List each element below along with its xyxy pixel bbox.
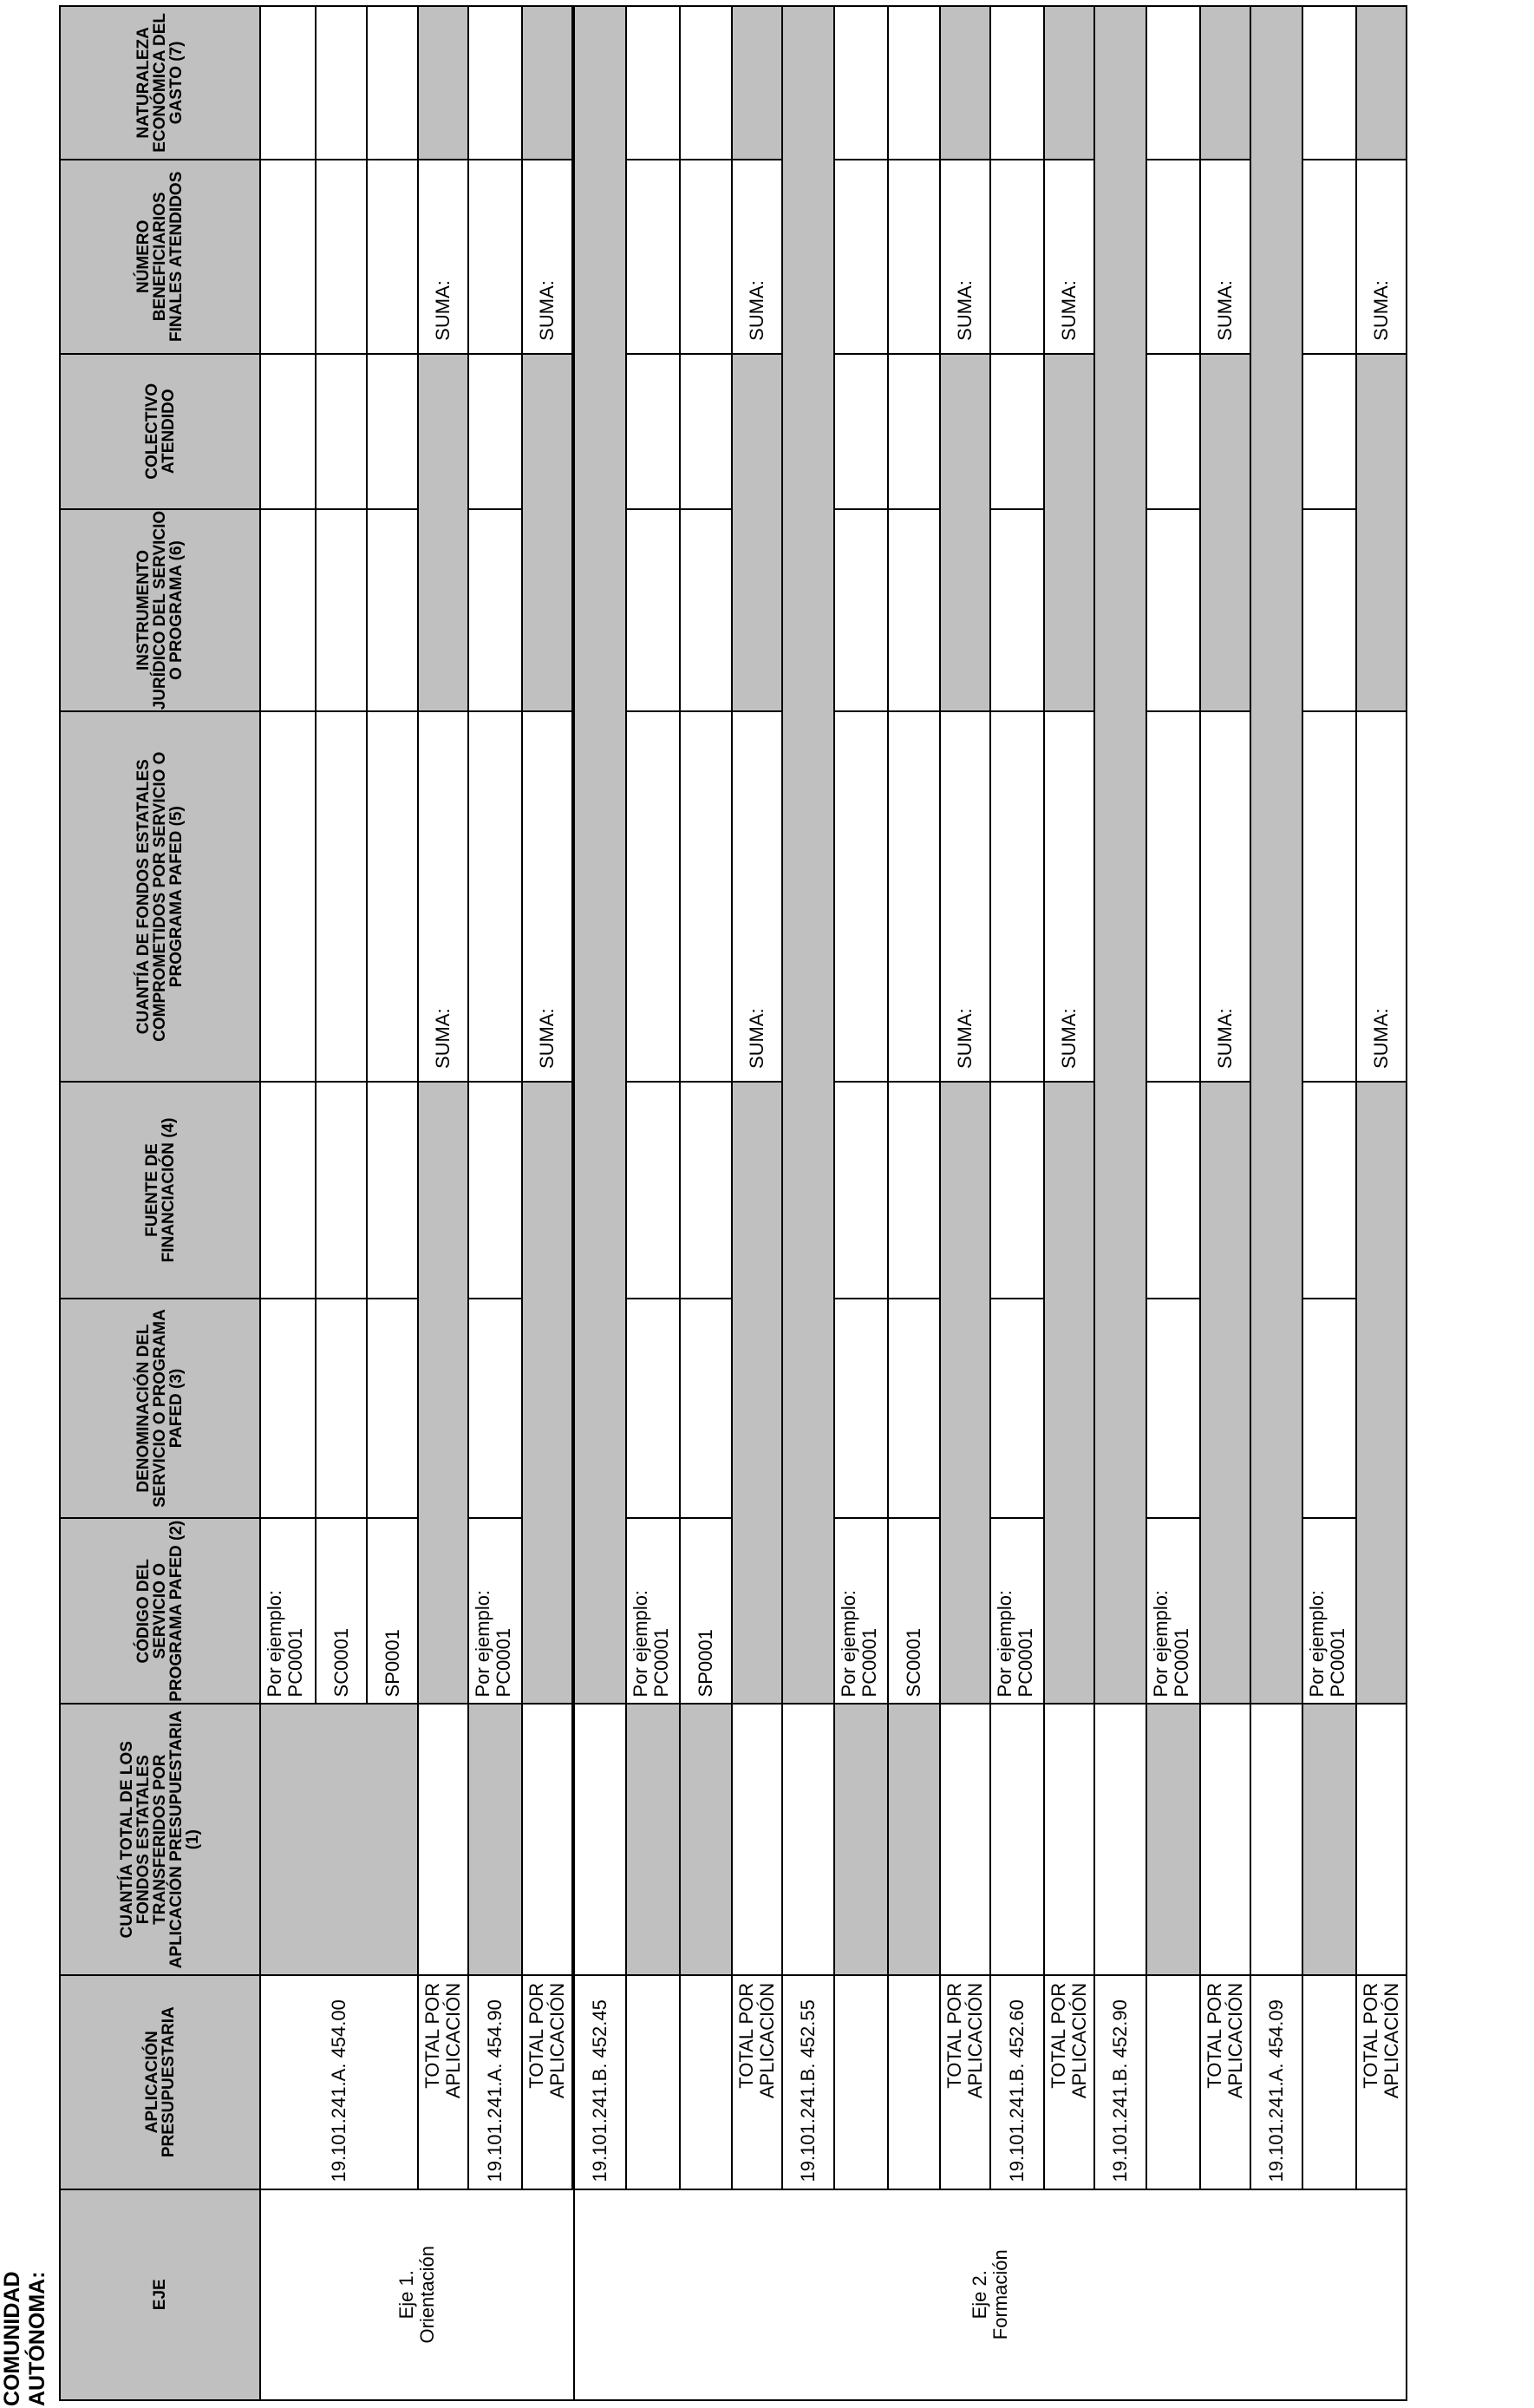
ejemplo-line2: PC0001 bbox=[1171, 1627, 1192, 1698]
table-row bbox=[990, 6, 1044, 2400]
colectivo-cell bbox=[626, 354, 680, 509]
denominacion-cell bbox=[834, 1299, 888, 1518]
suma-cell: SUMA: bbox=[522, 160, 572, 354]
aplicacion-cell: 19.101.241.B. 452.55 bbox=[782, 1975, 834, 2189]
total-row bbox=[1356, 6, 1407, 2400]
total-line1: TOTAL POR bbox=[943, 1982, 965, 2089]
ejemplo-line1: Por ejemplo: bbox=[1150, 1589, 1172, 1698]
table-row bbox=[626, 6, 680, 2400]
table-row bbox=[782, 6, 834, 2400]
total-line1: TOTAL POR bbox=[1204, 1982, 1225, 2089]
header-beneficiarios: NÚMERO BENEFICIARIOS FINALES ATENDIDOS bbox=[60, 160, 260, 354]
fuente-cell bbox=[990, 1082, 1044, 1299]
naturaleza-cell bbox=[367, 6, 418, 160]
cuantia-total-cell bbox=[940, 1704, 990, 1974]
cuantia-total-cell bbox=[1250, 1704, 1302, 1974]
eje-2-line2: Formación bbox=[989, 2249, 1011, 2340]
aplicacion-cell: 19.101.241.A. 454.90 bbox=[468, 1975, 522, 2189]
cuantia-fondos-cell bbox=[367, 711, 418, 1082]
fuente-cell bbox=[316, 1082, 367, 1299]
header-eje: EJE bbox=[60, 2189, 260, 2400]
colectivo-cell bbox=[888, 354, 940, 509]
shaded-cell bbox=[1200, 1082, 1250, 1704]
beneficiarios-cell bbox=[680, 160, 732, 354]
naturaleza-cell bbox=[1146, 6, 1200, 160]
ejemplo-line2: PC0001 bbox=[493, 1627, 514, 1698]
fuente-cell bbox=[626, 1082, 680, 1299]
colectivo-cell bbox=[260, 354, 316, 509]
cuantia-fondos-cell bbox=[260, 711, 316, 1082]
aplicacion-blank-cell bbox=[626, 1975, 680, 2189]
colectivo-cell bbox=[1146, 354, 1200, 509]
cuantia-total-cell bbox=[782, 1704, 834, 1974]
shaded-cell bbox=[522, 6, 572, 160]
cuantia-total-cell bbox=[834, 1704, 888, 1974]
shaded-cell bbox=[522, 1082, 572, 1704]
total-label-cell bbox=[1356, 1975, 1407, 2189]
suma-cell: SUMA: bbox=[1200, 160, 1250, 354]
cuantia-total-cell bbox=[1302, 1704, 1356, 1974]
naturaleza-cell bbox=[888, 6, 940, 160]
header-fuente: FUENTE DE FINANCIACIÓN (4) bbox=[60, 1082, 260, 1299]
suma-cell: SUMA: bbox=[732, 711, 782, 1082]
shaded-cell bbox=[940, 354, 990, 712]
total-line1: TOTAL POR bbox=[735, 1982, 757, 2089]
naturaleza-cell bbox=[990, 6, 1044, 160]
cuantia-fondos-cell bbox=[1302, 711, 1356, 1082]
total-line2: APLICACIÓN bbox=[546, 1982, 568, 2099]
denominacion-cell bbox=[316, 1299, 367, 1518]
aplicacion-blank-cell bbox=[834, 1975, 888, 2189]
cuantia-fondos-cell bbox=[316, 711, 367, 1082]
total-line1: TOTAL POR bbox=[1360, 1982, 1381, 2089]
table-row bbox=[468, 6, 522, 2400]
total-row bbox=[1200, 6, 1250, 2400]
suma-cell: SUMA: bbox=[940, 711, 990, 1082]
cuantia-total-cell bbox=[680, 1704, 732, 1974]
cuantia-total-cell bbox=[1356, 1704, 1407, 1974]
table-row bbox=[1094, 6, 1146, 2400]
eje-1-line1: Eje 1. bbox=[395, 2270, 417, 2320]
shaded-cell bbox=[418, 1082, 468, 1704]
total-row bbox=[732, 6, 782, 2400]
table-row bbox=[680, 6, 732, 2400]
total-line1: TOTAL POR bbox=[525, 1982, 547, 2089]
header-cuantia-fondos: CUANTÍA DE FONDOS ESTATALES COMPROMETIDOS POR SERVICIO O PROGRAMA PAFED (5) bbox=[60, 711, 260, 1082]
cuantia-fondos-cell bbox=[1146, 711, 1200, 1082]
fuente-cell bbox=[260, 1082, 316, 1299]
denominacion-cell bbox=[1146, 1299, 1200, 1518]
header-instrumento: INSTRUMENTO JURÍDICO DEL SERVICIO O PROGRAMA (6) bbox=[60, 509, 260, 712]
ejemplo-line2: PC0001 bbox=[650, 1627, 672, 1698]
suma-cell: SUMA: bbox=[1200, 711, 1250, 1082]
codigo-cell bbox=[260, 1518, 316, 1704]
instrumento-cell bbox=[626, 509, 680, 712]
shaded-cell bbox=[1356, 354, 1407, 712]
shaded-cell bbox=[940, 1082, 990, 1704]
denominacion-cell bbox=[367, 1299, 418, 1518]
colectivo-cell bbox=[834, 354, 888, 509]
total-line2: APLICACIÓN bbox=[1381, 1982, 1402, 2099]
denominacion-cell bbox=[468, 1299, 522, 1518]
codigo-cell bbox=[990, 1518, 1044, 1704]
total-label-cell bbox=[522, 1975, 572, 2189]
suma-cell: SUMA: bbox=[1356, 711, 1407, 1082]
table-row bbox=[834, 6, 888, 2400]
ejemplo-line1: Por ejemplo: bbox=[630, 1589, 651, 1698]
header-cuantia-total: CUANTÍA TOTAL DE LOS FONDOS ESTATALES TRANSFERIDOS POR APLICACIÓN PRESUPUESTARIA (1) bbox=[60, 1704, 260, 1974]
aplicacion-cell: 19.101.241.B. 452.90 bbox=[1094, 1975, 1146, 2189]
pafed-table bbox=[59, 5, 1407, 2401]
fuente-cell bbox=[834, 1082, 888, 1299]
naturaleza-cell bbox=[680, 6, 732, 160]
header-aplicacion: APLICACIÓN PRESUPUESTARIA bbox=[60, 1975, 260, 2189]
naturaleza-cell bbox=[468, 6, 522, 160]
table-row bbox=[888, 6, 940, 2400]
colectivo-cell bbox=[316, 354, 367, 509]
eje-2-cell bbox=[574, 2189, 1407, 2400]
beneficiarios-cell bbox=[990, 160, 1044, 354]
shaded-cell bbox=[732, 354, 782, 712]
instrumento-cell bbox=[990, 509, 1044, 712]
total-label-cell bbox=[1044, 1975, 1094, 2189]
codigo-cell: SC0001 bbox=[316, 1518, 367, 1704]
shaded-cell bbox=[732, 1082, 782, 1704]
suma-cell: SUMA: bbox=[418, 160, 468, 354]
shaded-cell bbox=[940, 6, 990, 160]
total-line1: TOTAL POR bbox=[421, 1982, 443, 2089]
table-row bbox=[260, 6, 316, 2400]
beneficiarios-cell bbox=[316, 160, 367, 354]
cuantia-total-cell bbox=[888, 1704, 940, 1974]
fuente-cell bbox=[1146, 1082, 1200, 1299]
ejemplo-line1: Por ejemplo: bbox=[264, 1589, 285, 1698]
shaded-cell bbox=[1356, 6, 1407, 160]
cuantia-total-cell bbox=[1146, 1704, 1200, 1974]
ejemplo-line1: Por ejemplo: bbox=[838, 1589, 859, 1698]
total-label-cell bbox=[418, 1975, 468, 2189]
colectivo-cell bbox=[367, 354, 418, 509]
aplicacion-cell: 19.101.241.A. 454.00 bbox=[260, 1975, 418, 2189]
beneficiarios-cell bbox=[834, 160, 888, 354]
ejemplo-line2: PC0001 bbox=[1015, 1627, 1036, 1698]
eje-1-cell bbox=[260, 2189, 574, 2400]
ejemplo-line1: Por ejemplo: bbox=[994, 1589, 1015, 1698]
fuente-cell bbox=[367, 1082, 418, 1299]
cuantia-total-cell bbox=[522, 1704, 572, 1974]
codigo-cell bbox=[468, 1518, 522, 1704]
cuantia-total-cell bbox=[626, 1704, 680, 1974]
total-row bbox=[1044, 6, 1094, 2400]
beneficiarios-cell bbox=[1302, 160, 1356, 354]
cuantia-total-cell bbox=[990, 1704, 1044, 1974]
suma-cell: SUMA: bbox=[1356, 160, 1407, 354]
codigo-cell: SP0001 bbox=[367, 1518, 418, 1704]
shaded-cell bbox=[1250, 6, 1302, 1704]
header-row bbox=[60, 6, 260, 2400]
shaded-cell bbox=[1044, 1082, 1094, 1704]
ejemplo-line2: PC0001 bbox=[284, 1627, 306, 1698]
colectivo-cell bbox=[680, 354, 732, 509]
denominacion-cell bbox=[680, 1299, 732, 1518]
codigo-cell: SP0001 bbox=[680, 1518, 732, 1704]
suma-cell: SUMA: bbox=[940, 160, 990, 354]
eje-1-line2: Orientación bbox=[416, 2246, 438, 2344]
cuantia-fondos-cell bbox=[626, 711, 680, 1082]
suma-cell: SUMA: bbox=[1044, 160, 1094, 354]
shaded-cell bbox=[574, 6, 626, 1704]
denominacion-cell bbox=[990, 1299, 1044, 1518]
ejemplo-line1: Por ejemplo: bbox=[1306, 1589, 1328, 1698]
total-line1: TOTAL POR bbox=[1048, 1982, 1069, 2089]
total-label-cell bbox=[1200, 1975, 1250, 2189]
aplicacion-cell: 19.101.241.B. 452.45 bbox=[574, 1975, 626, 2189]
fuente-cell bbox=[888, 1082, 940, 1299]
shaded-cell bbox=[782, 6, 834, 1704]
total-line2: APLICACIÓN bbox=[1224, 1982, 1246, 2099]
table-row bbox=[1250, 6, 1302, 2400]
cuantia-total-cell bbox=[468, 1704, 522, 1974]
instrumento-cell bbox=[367, 509, 418, 712]
header-colectivo: COLECTIVO ATENDIDO bbox=[60, 354, 260, 509]
instrumento-cell bbox=[834, 509, 888, 712]
aplicacion-cell: 19.101.241.A. 454.09 bbox=[1250, 1975, 1302, 2189]
aplicacion-blank-cell bbox=[680, 1975, 732, 2189]
cuantia-fondos-cell bbox=[990, 711, 1044, 1082]
suma-cell: SUMA: bbox=[522, 711, 572, 1082]
shaded-cell bbox=[732, 6, 782, 160]
codigo-cell bbox=[1302, 1518, 1356, 1704]
aplicacion-blank-cell bbox=[1146, 1975, 1200, 2189]
colectivo-cell bbox=[1302, 354, 1356, 509]
cuantia-fondos-cell bbox=[468, 711, 522, 1082]
cuantia-fondos-cell bbox=[680, 711, 732, 1082]
denominacion-cell bbox=[260, 1299, 316, 1518]
shaded-cell bbox=[1200, 354, 1250, 712]
cuantia-total-cell bbox=[1044, 1704, 1094, 1974]
aplicacion-blank-cell bbox=[888, 1975, 940, 2189]
table-row bbox=[1146, 6, 1200, 2400]
beneficiarios-cell bbox=[260, 160, 316, 354]
denominacion-cell bbox=[1302, 1299, 1356, 1518]
total-row bbox=[418, 6, 468, 2400]
header-denominacion: DENOMINACIÓN DEL SERVICIO O PROGRAMA PAFED (3) bbox=[60, 1299, 260, 1518]
cuantia-total-cell bbox=[732, 1704, 782, 1974]
shaded-cell bbox=[522, 354, 572, 712]
table-row bbox=[574, 6, 626, 2400]
denominacion-cell bbox=[888, 1299, 940, 1518]
shaded-cell bbox=[1200, 6, 1250, 160]
cuantia-fondos-cell bbox=[888, 711, 940, 1082]
suma-cell: SUMA: bbox=[1044, 711, 1094, 1082]
beneficiarios-cell bbox=[468, 160, 522, 354]
shaded-cell bbox=[1356, 1082, 1407, 1704]
instrumento-cell bbox=[316, 509, 367, 712]
naturaleza-cell bbox=[1302, 6, 1356, 160]
header-naturaleza: NATURALEZA ECONÓMICA DEL GASTO (7) bbox=[60, 6, 260, 160]
cuantia-total-cell bbox=[260, 1704, 418, 1974]
total-line2: APLICACIÓN bbox=[964, 1982, 986, 2099]
shaded-cell bbox=[1094, 6, 1146, 1704]
colectivo-cell bbox=[990, 354, 1044, 509]
comunidad-label-line1: COMUNIDAD bbox=[0, 2271, 24, 2406]
total-label-cell bbox=[732, 1975, 782, 2189]
total-line2: APLICACIÓN bbox=[756, 1982, 778, 2099]
beneficiarios-cell bbox=[626, 160, 680, 354]
instrumento-cell bbox=[680, 509, 732, 712]
aplicacion-blank-cell bbox=[1302, 1975, 1356, 2189]
naturaleza-cell bbox=[260, 6, 316, 160]
cuantia-fondos-cell bbox=[834, 711, 888, 1082]
total-row bbox=[940, 6, 990, 2400]
total-row bbox=[522, 6, 572, 2400]
beneficiarios-cell bbox=[888, 160, 940, 354]
instrumento-cell bbox=[888, 509, 940, 712]
ejemplo-line2: PC0001 bbox=[858, 1627, 880, 1698]
shaded-cell bbox=[1044, 354, 1094, 712]
naturaleza-cell bbox=[626, 6, 680, 160]
codigo-cell: SC0001 bbox=[888, 1518, 940, 1704]
shaded-cell bbox=[418, 354, 468, 712]
beneficiarios-cell bbox=[367, 160, 418, 354]
instrumento-cell bbox=[1302, 509, 1356, 712]
denominacion-cell bbox=[626, 1299, 680, 1518]
fuente-cell bbox=[468, 1082, 522, 1299]
comunidad-label-line2: AUTÓNOMA: bbox=[25, 2271, 49, 2406]
suma-cell: SUMA: bbox=[732, 160, 782, 354]
instrumento-cell bbox=[260, 509, 316, 712]
shaded-cell bbox=[1044, 6, 1094, 160]
codigo-cell bbox=[626, 1518, 680, 1704]
total-line2: APLICACIÓN bbox=[442, 1982, 464, 2099]
fuente-cell bbox=[1302, 1082, 1356, 1299]
header-codigo: CÓDIGO DEL SERVICIO O PROGRAMA PAFED (2) bbox=[60, 1518, 260, 1704]
shaded-cell bbox=[418, 6, 468, 160]
colectivo-cell bbox=[468, 354, 522, 509]
codigo-cell bbox=[1146, 1518, 1200, 1704]
cuantia-total-cell bbox=[1094, 1704, 1146, 1974]
naturaleza-cell bbox=[316, 6, 367, 160]
total-label-cell bbox=[940, 1975, 990, 2189]
ejemplo-line2: PC0001 bbox=[1327, 1627, 1348, 1698]
aplicacion-cell: 19.101.241.B. 452.60 bbox=[990, 1975, 1044, 2189]
instrumento-cell bbox=[468, 509, 522, 712]
codigo-cell bbox=[834, 1518, 888, 1704]
naturaleza-cell bbox=[834, 6, 888, 160]
beneficiarios-cell bbox=[1146, 160, 1200, 354]
eje-2-line1: Eje 2. bbox=[969, 2270, 990, 2320]
ejemplo-line1: Por ejemplo: bbox=[472, 1589, 493, 1698]
table-row bbox=[1302, 6, 1356, 2400]
suma-cell: SUMA: bbox=[418, 711, 468, 1082]
fuente-cell bbox=[680, 1082, 732, 1299]
instrumento-cell bbox=[1146, 509, 1200, 712]
cuantia-total-cell bbox=[1200, 1704, 1250, 1974]
total-line2: APLICACIÓN bbox=[1068, 1982, 1090, 2099]
comunidad-autonoma-label bbox=[0, 2146, 50, 2406]
cuantia-total-cell bbox=[574, 1704, 626, 1974]
cuantia-total-cell bbox=[418, 1704, 468, 1974]
